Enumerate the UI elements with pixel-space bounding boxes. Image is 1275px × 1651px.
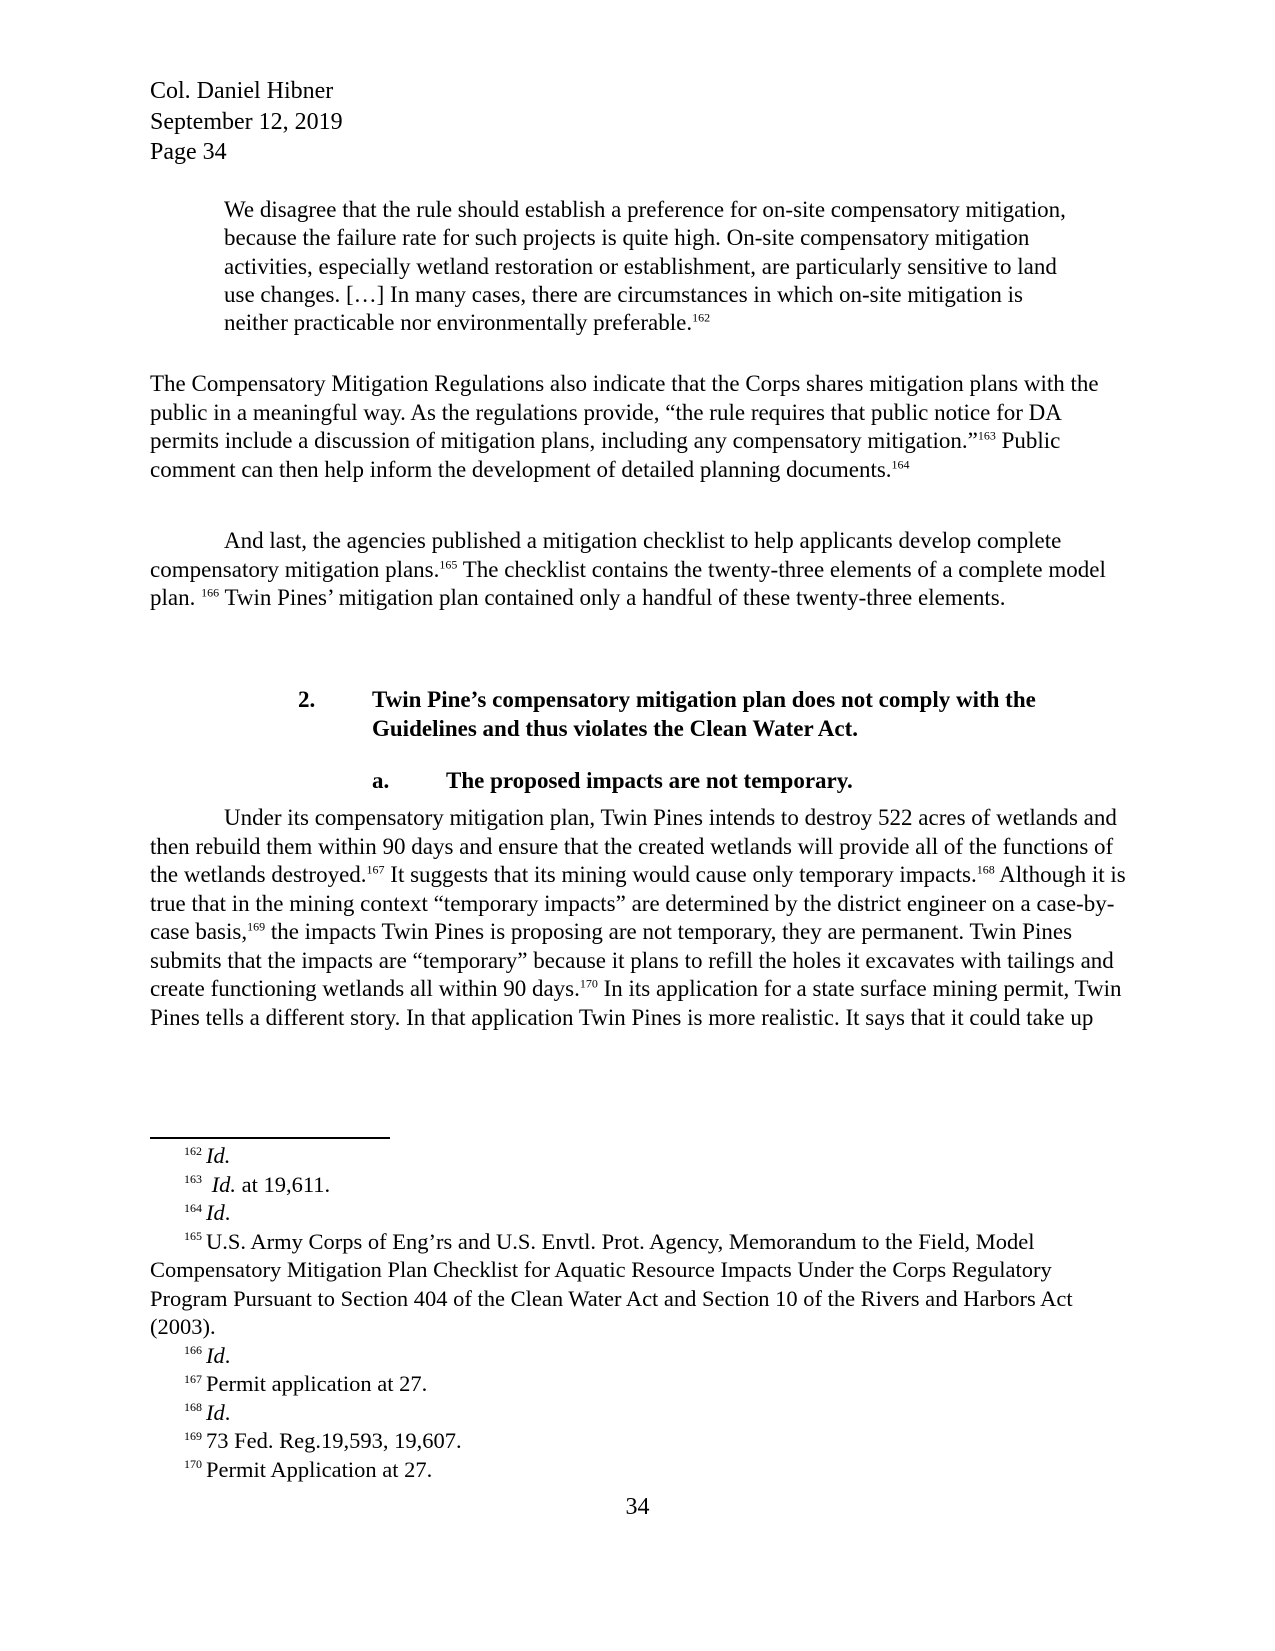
page-number: 34 [625, 1494, 650, 1520]
paragraph-text: In its application for a state surface mining permit, Twin Pines tells a different story. In that application Twin Pines is more realistic. It says that it could take up [150, 976, 1122, 1030]
footnote-italic: Id. [206, 1171, 236, 1197]
footnote-italic: Id [206, 1399, 225, 1425]
footnote-text: Permit application at 27. [206, 1371, 428, 1396]
block-quote [224, 196, 1084, 337]
paragraph-impacts [150, 804, 1130, 1032]
footnote-number: 164 [184, 1200, 202, 1215]
footnote-number: 168 [184, 1400, 202, 1414]
footnotes [150, 1142, 1130, 1484]
letter-header [150, 76, 343, 168]
footnote-number: 170 [184, 1457, 202, 1471]
paragraph-checklist [150, 527, 1130, 613]
footnote-item [150, 1399, 1130, 1428]
block-quote-text: We disagree that the rule should establish a preference for on-site compensatory mitigation, because the failure rate for such projects is quite high. On-site compensatory mitigation activities, especially wetland restoration or establishment, are particularly sensitive to land use changes. […] In many cases, there are circumstances in which on-site mitigation is neither practicable nor environmentally preferable. [224, 197, 1066, 336]
footnote-item [150, 1142, 1130, 1171]
footnote-text: 73 Fed. Reg.19,593, 19,607. [206, 1428, 462, 1453]
subsection-letter: a. [372, 768, 390, 793]
paragraph-text: Twin Pines’ mitigation plan contained only a handful of these twenty-three elements. [219, 585, 1006, 610]
footnote-ref: 167 [366, 862, 385, 877]
footnote-separator [150, 1137, 390, 1139]
footnote-ref: 162 [692, 310, 711, 325]
footnote-ref: 169 [247, 919, 266, 934]
footnote-item [150, 1370, 1130, 1399]
footnote-italic: Id [206, 1342, 225, 1368]
footnote-ref: 170 [579, 976, 598, 991]
footnote-italic: Id. [206, 1143, 231, 1168]
footnote-item [150, 1171, 1130, 1200]
footnote-ref: 164 [891, 456, 910, 471]
header-page-label: Page 34 [150, 139, 227, 165]
section-number: 2. [298, 687, 316, 712]
footnote-text: at 19,611. [236, 1171, 331, 1197]
footnote-item [150, 1456, 1130, 1485]
footnote-ref: 168 [976, 862, 995, 877]
footnote-number: 169 [184, 1428, 202, 1443]
footnote-text: . [224, 1200, 231, 1225]
footnote-item [150, 1427, 1130, 1456]
footnote-text: Permit Application at 27. [206, 1456, 433, 1482]
paragraph-text: the impacts Twin Pines is proposing are not temporary, they are permanent. Twin Pines submits that the impacts are “temporary” because it plans to refill the holes it excavates with tailings and create functioning wetlands all within 90 days. [150, 919, 1114, 1001]
footnote-number: 166 [184, 1343, 202, 1357]
paragraph-text: And last, the agencies published a mitigation checklist to help applicants develop complete compensatory mitigation plans. [150, 528, 1062, 582]
footnote-item [150, 1228, 1130, 1342]
footnote-text: . [224, 1342, 231, 1368]
paragraph-regulations [150, 370, 1130, 484]
footnote-number: 167 [184, 1371, 202, 1386]
footnote-number: 163 [184, 1172, 202, 1186]
footnote-number: 162 [184, 1143, 202, 1158]
footnote-ref: 163 [977, 428, 996, 443]
footnote-item [150, 1342, 1130, 1371]
footnote-italic: Id [206, 1200, 225, 1225]
section-heading: Twin Pine’s compensatory mitigation plan does not comply with the Guidelines and thus violates the Clean Water Act. [372, 687, 1036, 741]
recipient-name: Col. Daniel Hibner [150, 78, 334, 104]
footnote-ref: 166 [201, 585, 220, 600]
paragraph-text: It suggests that its mining would cause only temporary impacts. [384, 862, 977, 887]
letter-date: September 12, 2019 [150, 108, 343, 135]
footnote-item [150, 1199, 1130, 1228]
footnote-text: . [224, 1399, 231, 1425]
footnote-text: U.S. Army Corps of Eng’rs and U.S. Envtl. Prot. Agency, Memorandum to the Field, Model Compensatory Mitigation Plan Checklist for Aquatic Resource Impacts Under the Corps Regulatory Program Pursuant to Section 404 of the Clean Water Act and Section 10 of the Rivers and Harbors Act (2003). [150, 1228, 1073, 1339]
paragraph-text: The Compensatory Mitigation Regulations also indicate that the Corps shares mitigation plans with the public in a meaningful way. As the regulations provide, “the rule requires that public notice for DA permits include a discussion of mitigation plans, including any compensatory mitigation.” [150, 371, 1099, 453]
paragraph-text: The checklist contains the twenty-three elements of a complete model plan. [150, 556, 1106, 610]
paragraph-text: Public comment can then help inform the development of detailed planning documents. [150, 428, 1061, 482]
footnote-ref: 165 [439, 556, 458, 571]
footnote-number: 165 [184, 1229, 202, 1243]
paragraph-text: Although it is true that in the mining context “temporary impacts” are determined by the district engineer on a case-by-case basis, [150, 862, 1126, 944]
paragraph-text: Under its compensatory mitigation plan, Twin Pines intends to destroy 522 acres of wetlands and then rebuild them within 90 days and ensure that the created wetlands will provide all of the functions of the wetlands destroyed. [150, 805, 1117, 887]
subsection-heading: The proposed impacts are not temporary. [446, 768, 853, 793]
